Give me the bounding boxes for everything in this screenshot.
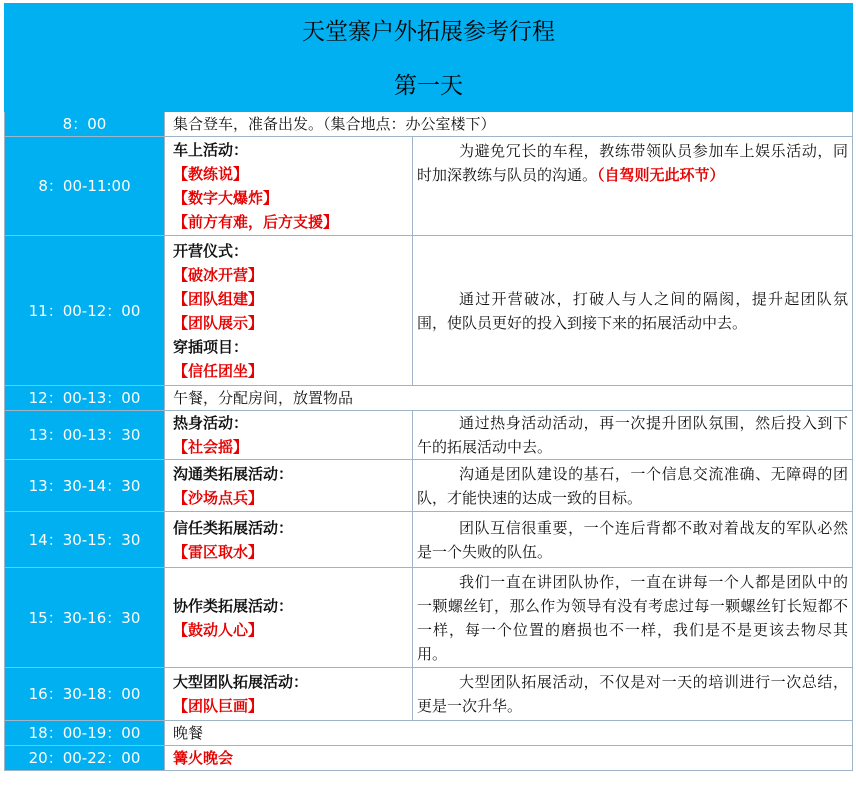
schedule-row (5, 236, 853, 386)
activity-item: 【前方有难，后方支援】 (173, 213, 339, 231)
schedule-row (5, 411, 853, 460)
time-cell: 12：00-13：00 (5, 386, 165, 411)
time-cell: 20：00-22：00 (5, 746, 165, 771)
title-row (5, 4, 853, 61)
description-cell: 大型团队拓展活动，不仅是对一天的培训进行一次总结，更是一次升华。 (413, 668, 853, 721)
activity-item: 【团队组建】 (173, 289, 264, 308)
activity-cell (165, 568, 413, 668)
description-cell (413, 137, 853, 236)
day-row (5, 61, 853, 112)
description-text: 为避免冗长的车程，教练带领队员参加车上娱乐活动，同时加深教练与队员的沟通。 (417, 142, 849, 184)
day-heading: 第一天 (5, 61, 853, 112)
activity-cell (165, 411, 413, 460)
time-cell: 16：30-18：00 (5, 668, 165, 721)
description-cell: 团队互信很重要，一个连后背都不敢对着战友的军队必然是一个失败的队伍。 (413, 512, 853, 568)
activity-heading: 穿插项目： (173, 337, 249, 356)
schedule-row (5, 112, 853, 137)
activity-heading: 开营仪式： (173, 241, 249, 260)
activity-item: 【教练说】 (173, 165, 249, 183)
schedule-row (5, 721, 853, 746)
activity-item: 【社会摇】 (173, 438, 249, 456)
time-cell: 14：30-15：30 (5, 512, 165, 568)
description-cell: 通过热身活动活动，再一次提升团队氛围，然后投入到下午的拓展活动中去。 (413, 411, 853, 460)
activity-cell (165, 236, 413, 386)
page-title: 天堂寨户外拓展参考行程 (5, 4, 853, 61)
activity-item: 【破冰开营】 (173, 265, 264, 284)
schedule-row (5, 137, 853, 236)
description-cell: 沟通是团队建设的基石，一个信息交流准确、无障碍的团队，才能快速的达成一致的目标。 (413, 460, 853, 512)
activity-item: 【团队巨画】 (173, 697, 264, 715)
activity-heading: 车上活动： (173, 141, 249, 159)
activity-cell (165, 137, 413, 236)
activity-item: 【鼓动人心】 (173, 620, 264, 639)
time-cell: 15：30-16：30 (5, 568, 165, 668)
time-cell: 13：30-14：30 (5, 460, 165, 512)
activity-item: 【沙场点兵】 (173, 488, 264, 507)
activity-heading: 热身活动： (173, 414, 249, 432)
time-cell: 13：00-13：30 (5, 411, 165, 460)
activity-cell: 午餐，分配房间，放置物品 (165, 386, 853, 411)
activity-item: 【团队展示】 (173, 313, 264, 332)
itinerary-sheet (4, 3, 852, 771)
schedule-row (5, 386, 853, 411)
schedule-row (5, 512, 853, 568)
activity-item: 【信任团坐】 (173, 361, 264, 380)
time-cell: 8：00 (5, 112, 165, 137)
description-cell: 我们一直在讲团队协作，一直在讲每一个人都是团队中的一颗螺丝钉，那么作为领导有没有考虑过每一颗螺丝钉长短都不一样，每一个位置的磨损也不一样，我们是不是更该去物尽其用。 (413, 568, 853, 668)
description-note: （自驾则无此环节） (597, 166, 725, 184)
activity-cell: 篝火晚会 (165, 746, 853, 771)
description-cell: 通过开营破冰，打破人与人之间的隔阂，提升起团队氛围，使队员更好的投入到接下来的拓展活动中去。 (413, 236, 853, 386)
activity-item: 【数字大爆炸】 (173, 189, 279, 207)
time-cell: 8：00-11:00 (5, 137, 165, 236)
activity-heading: 信任类拓展活动： (173, 518, 294, 537)
itinerary-table (4, 3, 853, 771)
activity-heading: 协作类拓展活动： (173, 596, 294, 615)
activity-cell: 集合登车，准备出发。（集合地点：办公室楼下） (165, 112, 853, 137)
activity-cell: 晚餐 (165, 721, 853, 746)
activity-cell (165, 512, 413, 568)
activity-heading: 大型团队拓展活动： (173, 673, 309, 691)
activity-cell (165, 668, 413, 721)
schedule-row (5, 668, 853, 721)
time-cell: 11：00-12：00 (5, 236, 165, 386)
schedule-row (5, 746, 853, 771)
time-cell: 18：00-19：00 (5, 721, 165, 746)
activity-heading: 沟通类拓展活动： (173, 464, 294, 483)
activity-item: 【雷区取水】 (173, 542, 264, 561)
schedule-row (5, 460, 853, 512)
schedule-row (5, 568, 853, 668)
activity-cell (165, 460, 413, 512)
